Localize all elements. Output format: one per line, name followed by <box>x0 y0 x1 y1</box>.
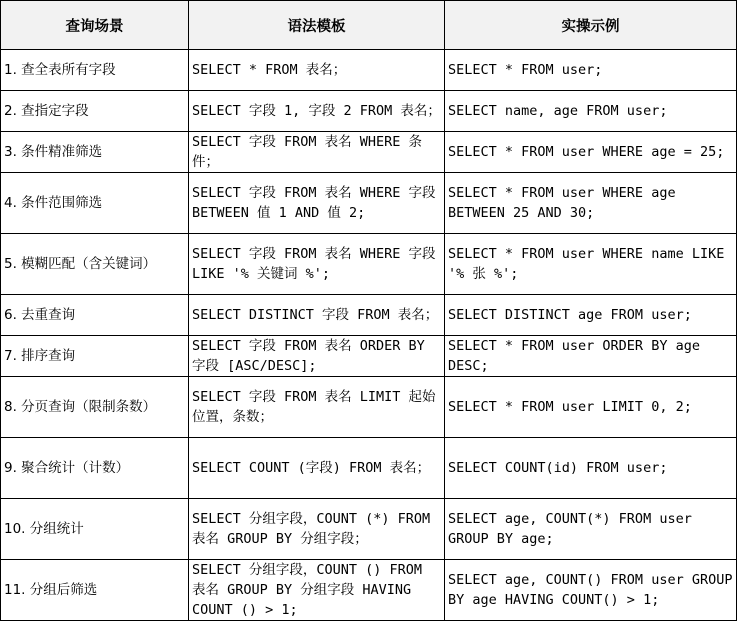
template-cell: SELECT 字段 FROM 表名 ORDER BY 字段 [ASC/DESC]; <box>189 336 445 377</box>
table-row <box>1 132 737 173</box>
scene-cell: 2. 查指定字段 <box>1 91 189 132</box>
table-row <box>1 560 737 621</box>
example-cell: SELECT * FROM user WHERE age BETWEEN 25 AND 30; <box>445 173 737 234</box>
header-row <box>1 1 737 50</box>
template-cell: SELECT 字段 FROM 表名 WHERE 条件； <box>189 132 445 173</box>
template-cell: SELECT COUNT (字段) FROM 表名； <box>189 438 445 499</box>
template-cell: SELECT 分组字段，COUNT () FROM 表名 GROUP BY 分组字段 HAVING COUNT () > 1; <box>189 560 445 621</box>
scene-cell: 3. 条件精准筛选 <box>1 132 189 173</box>
scene-cell: 1. 查全表所有字段 <box>1 50 189 91</box>
scene-cell: 9. 聚合统计（计数） <box>1 438 189 499</box>
scene-cell: 10. 分组统计 <box>1 499 189 560</box>
scene-cell: 5. 模糊匹配（含关键词） <box>1 234 189 295</box>
template-cell: SELECT DISTINCT 字段 FROM 表名； <box>189 295 445 336</box>
table-row <box>1 50 737 91</box>
table-row <box>1 438 737 499</box>
template-cell: SELECT 字段 FROM 表名 LIMIT 起始位置，条数； <box>189 377 445 438</box>
scene-cell: 8. 分页查询（限制条数） <box>1 377 189 438</box>
table-row <box>1 295 737 336</box>
example-cell: SELECT * FROM user WHERE name LIKE '% 张 %'; <box>445 234 737 295</box>
scene-cell: 4. 条件范围筛选 <box>1 173 189 234</box>
table-row <box>1 499 737 560</box>
example-cell: SELECT COUNT(id) FROM user; <box>445 438 737 499</box>
example-cell: SELECT DISTINCT age FROM user; <box>445 295 737 336</box>
table-row <box>1 234 737 295</box>
example-cell: SELECT * FROM user LIMIT 0, 2; <box>445 377 737 438</box>
example-cell: SELECT * FROM user ORDER BY age DESC; <box>445 336 737 377</box>
table-row <box>1 336 737 377</box>
example-cell: SELECT * FROM user WHERE age = 25; <box>445 132 737 173</box>
table-row <box>1 173 737 234</box>
template-cell: SELECT * FROM 表名； <box>189 50 445 91</box>
example-cell: SELECT * FROM user; <box>445 50 737 91</box>
scene-cell: 7. 排序查询 <box>1 336 189 377</box>
header-scene: 查询场景 <box>1 1 189 50</box>
table-row <box>1 91 737 132</box>
template-cell: SELECT 字段 1, 字段 2 FROM 表名； <box>189 91 445 132</box>
example-cell: SELECT age, COUNT() FROM user GROUP BY age HAVING COUNT() > 1; <box>445 560 737 621</box>
scene-cell: 11. 分组后筛选 <box>1 560 189 621</box>
table-row <box>1 377 737 438</box>
template-cell: SELECT 字段 FROM 表名 WHERE 字段 LIKE '% 关键词 %'; <box>189 234 445 295</box>
header-example: 实操示例 <box>445 1 737 50</box>
scene-cell: 6. 去重查询 <box>1 295 189 336</box>
example-cell: SELECT name, age FROM user; <box>445 91 737 132</box>
example-cell: SELECT age, COUNT(*) FROM user GROUP BY age; <box>445 499 737 560</box>
header-template: 语法模板 <box>189 1 445 50</box>
template-cell: SELECT 分组字段，COUNT (*) FROM 表名 GROUP BY 分组字段； <box>189 499 445 560</box>
template-cell: SELECT 字段 FROM 表名 WHERE 字段 BETWEEN 值 1 AND 值 2; <box>189 173 445 234</box>
